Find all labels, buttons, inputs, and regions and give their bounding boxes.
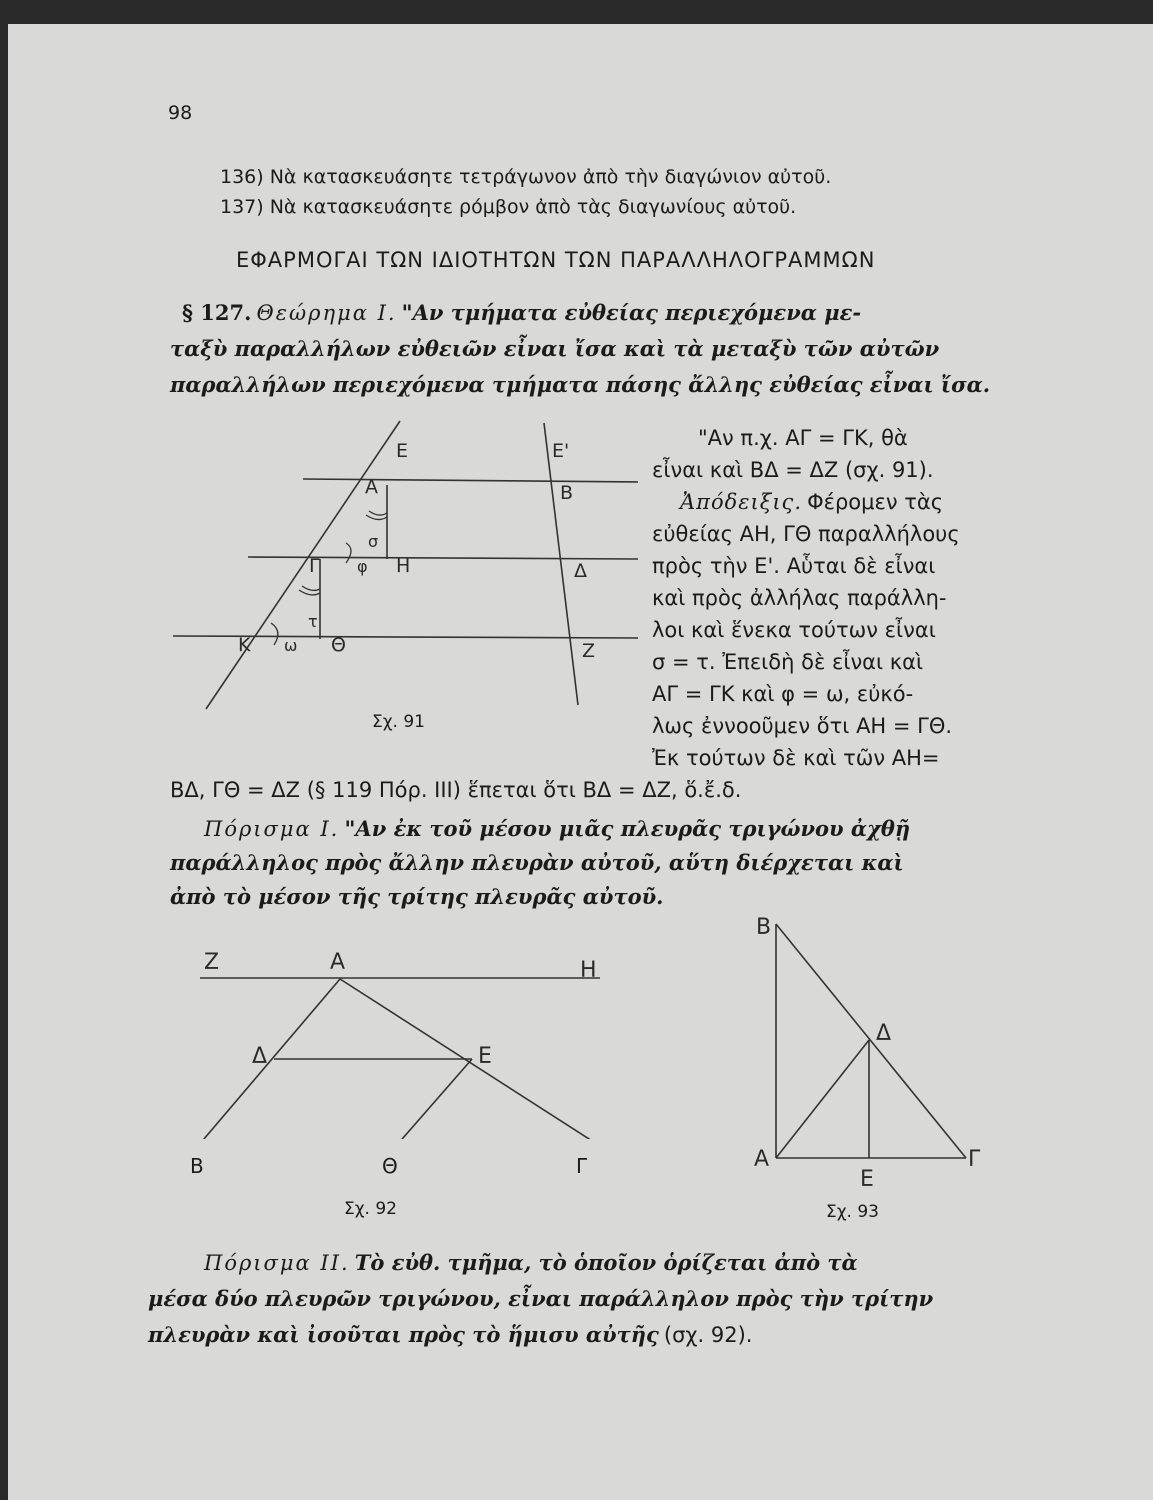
proof-line: σ = τ. Ἐπειδὴ δὲ εἶναι καὶ bbox=[652, 650, 924, 674]
proof-line: ΑΓ = ΓΚ καὶ φ = ω, εὐκό- bbox=[652, 682, 914, 706]
theorem-first-line bbox=[182, 300, 861, 325]
label-b: Β bbox=[190, 1154, 204, 1178]
median-ad bbox=[776, 1040, 869, 1158]
figure-91-caption: Σχ. 91 bbox=[372, 712, 426, 732]
label-h: Η bbox=[580, 958, 597, 983]
angle-sigma-arc bbox=[369, 511, 387, 515]
label-z: Ζ bbox=[582, 640, 596, 662]
corollary1-text: ἀπὸ τὸ μέσον τῆς τρίτης πλευρᾶς αὐτοῦ. bbox=[170, 884, 664, 909]
figure-93 bbox=[748, 904, 1008, 1194]
label-z: Ζ bbox=[204, 950, 220, 975]
proof-line bbox=[680, 490, 943, 514]
proof-line: εὐθείας ΑΗ, ΓΘ παραλλήλους bbox=[652, 522, 960, 546]
label-d: Δ bbox=[574, 560, 587, 582]
theorem-text-line: "Αν τμήματα εὐθείας περιεχόμενα με- bbox=[401, 300, 862, 325]
section-heading: ΕΦΑΡΜΟΓΑΙ ΤΩΝ ΙΔΙΟΤΗΤΩΝ ΤΩΝ ΠΑΡΑΛΛΗΛΟΓΡΑΜΜΩΝ bbox=[236, 248, 876, 272]
corollary2-text: μέσα δύο πλευρῶν τριγώνου, εἶναι παράλληλον πρὸς τὴν τρίτην bbox=[148, 1286, 934, 1311]
label-th: Θ bbox=[331, 634, 346, 656]
proof-text: Φέρομεν τὰς bbox=[807, 490, 944, 514]
transversal-e-prime bbox=[544, 423, 578, 705]
proof-line: καὶ πρὸς ἀλλήλας παράλλη- bbox=[652, 586, 947, 610]
label-a: Α bbox=[754, 1147, 770, 1172]
label-a: Α bbox=[330, 950, 346, 975]
label-k: Κ bbox=[238, 634, 251, 656]
label-th: Θ bbox=[382, 1154, 398, 1178]
label-e-prime: Ε' bbox=[552, 440, 570, 462]
corollary2-label: Πόρισμα ΙΙ. bbox=[204, 1251, 350, 1275]
label-sigma: σ bbox=[368, 532, 379, 551]
proof-line: Ἐκ τούτων δὲ καὶ τῶν ΑΗ= bbox=[652, 746, 940, 770]
corollary2-text: Τὸ εὐθ. τμῆμα, τὸ ὁποῖον ὁρίζεται ἀπὸ τὰ bbox=[354, 1250, 858, 1275]
angle-sigma-arc bbox=[366, 515, 387, 520]
proof-line: "Αν π.χ. ΑΓ = ΓΚ, θὰ bbox=[698, 426, 908, 450]
corollary1-text: παράλληλος πρὸς ἄλλην πλευρὰν αὐτοῦ, αὕτη διέρχεται καὶ bbox=[170, 850, 904, 875]
angle-tau-arc bbox=[302, 586, 320, 590]
figure-93-caption: Σχ. 93 bbox=[826, 1202, 880, 1222]
label-tau: τ bbox=[308, 612, 318, 631]
corollary2-last-line bbox=[148, 1322, 752, 1347]
theorem-text-line: παραλλήλων περιεχόμενα τμήματα πάσης ἄλλης εὐθείας εἶναι ἴσα. bbox=[170, 372, 991, 397]
corollary2-first-line bbox=[204, 1250, 858, 1275]
corollary2-text: πλευρὰν καὶ ἰσοῦται πρὸς τὸ ἥμισυ αὐτῆς bbox=[148, 1322, 659, 1347]
label-g: Γ bbox=[576, 1154, 588, 1178]
theorem-number: § 127. bbox=[182, 300, 252, 325]
segment-eth bbox=[396, 1059, 472, 1139]
theorem-text-line: ταξὺ παραλλήλων εὐθειῶν εἶναι ἴσα καὶ τὰ μεταξὺ τῶν αὐτῶν bbox=[170, 336, 940, 361]
exercise-137: 137) Νὰ κατασκευάσητε ρόμβον ἀπὸ τὰς διαγωνίους αὐτοῦ. bbox=[220, 196, 797, 218]
page-number: 98 bbox=[168, 102, 193, 124]
label-omega: ω bbox=[284, 636, 298, 655]
proof-line: εἶναι καὶ ΒΔ = ΔΖ (σχ. 91). bbox=[652, 458, 934, 482]
proof-line: λοι καὶ ἕνεκα τούτων εἶναι bbox=[652, 618, 936, 642]
label-a: Α bbox=[365, 476, 378, 498]
label-e: Ε bbox=[478, 1044, 492, 1069]
label-d: Δ bbox=[252, 1044, 268, 1069]
proof-line: ΒΔ, ΓΘ = ΔΖ (§ 119 Πόρ. ΙΙΙ) ἕπεται ὅτι ΒΔ = ΔΖ, ὅ.ἔ.δ. bbox=[170, 778, 742, 802]
parallel-line-top bbox=[303, 479, 638, 482]
proof-line: λως ἐννοοῦμεν ὅτι ΑΗ = ΓΘ. bbox=[652, 714, 953, 738]
label-h: Η bbox=[396, 555, 411, 577]
label-b: Β bbox=[756, 915, 772, 940]
exercise-136: 136) Νὰ κατασκευάσητε τετράγωνον ἀπὸ τὴν διαγώνιον αὐτοῦ. bbox=[220, 166, 832, 188]
label-phi: φ bbox=[357, 557, 368, 576]
label-e: Ε bbox=[860, 1167, 874, 1192]
figure-92 bbox=[188, 939, 628, 1139]
proof-line: πρὸς τὴν Ε'. Αὗται δὲ εἶναι bbox=[652, 554, 936, 578]
label-e: Ε bbox=[396, 440, 409, 462]
label-g: Γ bbox=[968, 1147, 981, 1172]
proof-label: Ἀπόδειξις. bbox=[680, 490, 802, 514]
corollary2-ref: (σχ. 92). bbox=[663, 1323, 753, 1347]
book-page bbox=[8, 24, 1153, 1500]
label-g: Γ bbox=[309, 555, 320, 577]
label-d: Δ bbox=[876, 1021, 892, 1046]
corollary1-first-line bbox=[204, 816, 910, 841]
transversal-e bbox=[206, 421, 400, 709]
corollary1-text: "Αν ἐκ τοῦ μέσου μιᾶς πλευρᾶς τριγώνου ἀχθῇ bbox=[344, 816, 911, 841]
angle-omega-arc bbox=[271, 623, 278, 645]
figure-92-caption: Σχ. 92 bbox=[344, 1199, 398, 1219]
corollary1-label: Πόρισμα Ι. bbox=[204, 817, 340, 841]
theorem-label: Θεώρημα Ι. bbox=[256, 301, 397, 325]
label-b: Β bbox=[560, 482, 574, 504]
figure-91 bbox=[168, 409, 648, 739]
angle-phi-arc bbox=[346, 543, 351, 563]
